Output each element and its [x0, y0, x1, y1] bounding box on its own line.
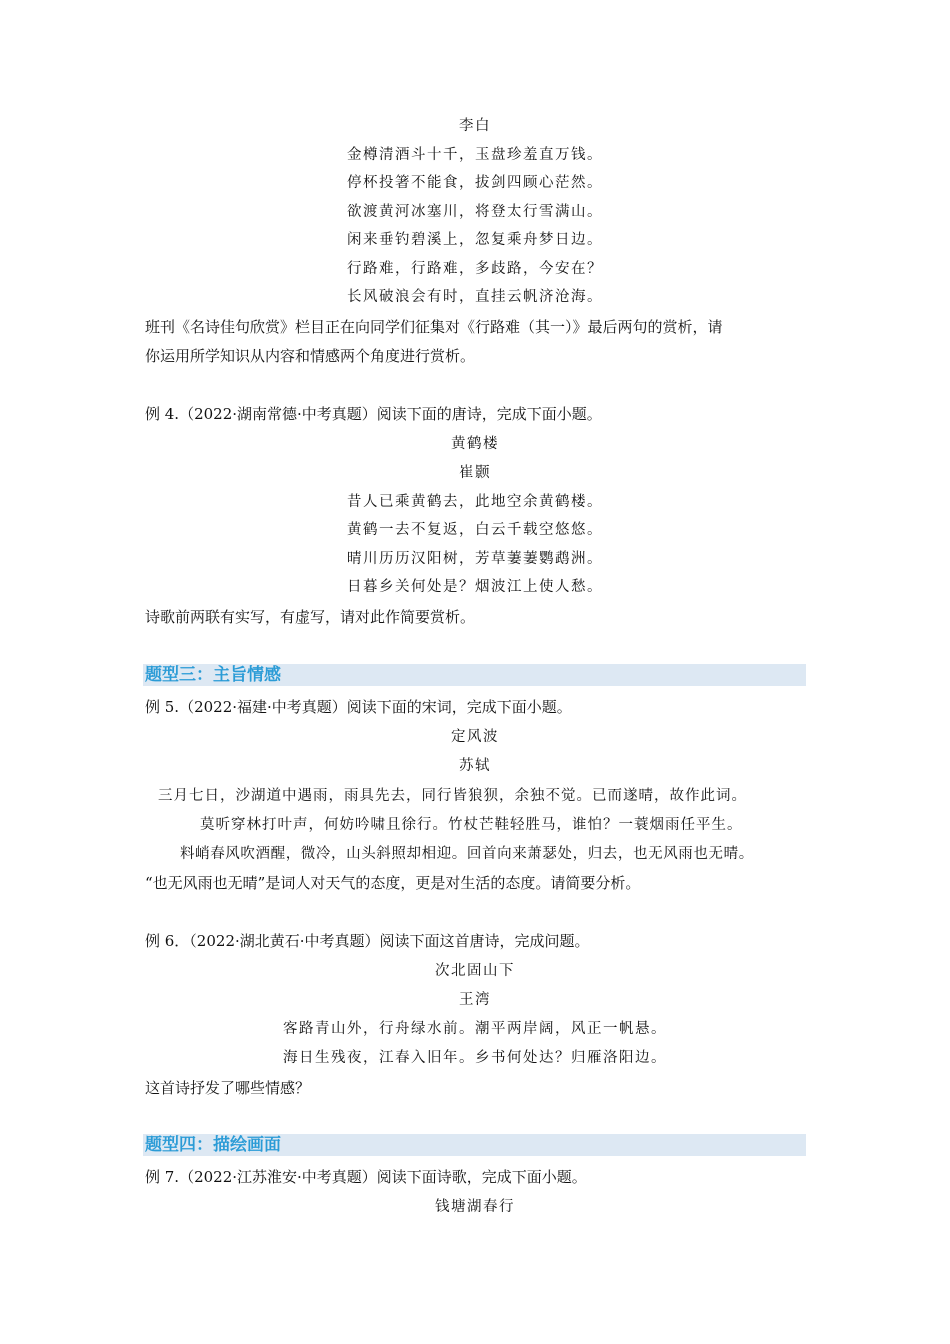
ex4-question: 诗歌前两联有实写，有虚写，请对此作简要赏析。	[145, 608, 476, 626]
ex5-line: 莫听穿林打叶声，何妨吟啸且徐行。竹杖芒鞋轻胜马，谁怕？一蓑烟雨任平生。	[200, 817, 743, 833]
ex6-author: 王湾	[459, 992, 491, 1008]
ex6-line: 客路青山外，行舟绿水前。潮平两岸阔，风正一帆悬。	[283, 1021, 667, 1037]
ex4-line: 晴川历历汉阳树，芳草萋萋鹦鹉洲。	[347, 551, 603, 567]
section-heading: 题型三：主旨情感	[143, 664, 806, 686]
ex6-question: 这首诗抒发了哪些情感？	[145, 1079, 311, 1097]
ex7-title: 钱塘湖春行	[435, 1199, 515, 1215]
poem1-question-line: 班刊《名诗佳句欣赏》栏目正在向同学们征集对《行路难（其一）》最后两句的赏析，请	[145, 318, 723, 336]
poem1-line: 欲渡黄河冰塞川，将登太行雪满山。	[347, 204, 603, 220]
ex5-intro: 例 5.（2022·福建·中考真题）阅读下面的宋词，完成下面小题。	[145, 698, 572, 716]
section-heading: 题型四：描绘画面	[143, 1134, 806, 1156]
ex4-intro: 例 4.（2022·湖南常德·中考真题）阅读下面的唐诗，完成下面小题。	[145, 405, 602, 423]
ex4-line: 日暮乡关何处是？烟波江上使人愁。	[347, 579, 603, 595]
ex4-author: 崔颢	[459, 465, 491, 481]
ex5-question: “也无风雨也无晴”是词人对天气的态度，更是对生活的态度。请简要分析。	[145, 874, 641, 892]
poem1-line: 停杯投箸不能食，拔剑四顾心茫然。	[347, 175, 603, 191]
ex6-line: 海日生残夜，江春入旧年。乡书何处达？归雁洛阳边。	[283, 1050, 667, 1066]
ex4-line: 昔人已乘黄鹤去，此地空余黄鹤楼。	[347, 494, 603, 510]
poem1-line: 金樽清酒斗十千，玉盘珍羞直万钱。	[347, 147, 603, 163]
poem1-author: 李白	[459, 118, 491, 134]
ex4-title: 黄鹤楼	[451, 436, 499, 452]
ex6-title: 次北固山下	[435, 963, 515, 979]
poem1-line: 长风破浪会有时，直挂云帆济沧海。	[347, 289, 603, 305]
ex5-title: 定风波	[451, 729, 499, 745]
ex5-preface: 三月七日，沙湖道中遇雨，雨具先去，同行皆狼狈，余独不觉。已而遂晴，故作此词。	[158, 788, 747, 804]
poem1-line: 行路难，行路难，多歧路，今安在？	[347, 261, 603, 277]
poem1-line: 闲来垂钓碧溪上，忽复乘舟梦日边。	[347, 232, 603, 248]
ex4-line: 黄鹤一去不复返，白云千载空悠悠。	[347, 522, 603, 538]
ex6-intro: 例 6．（2022·湖北黄石·中考真题）阅读下面这首唐诗，完成问题。	[145, 932, 590, 950]
poem1-question-line: 你运用所学知识从内容和情感两个角度进行赏析。	[145, 347, 476, 365]
ex5-line: 料峭春风吹酒醒，微冷，山头斜照却相迎。回首向来萧瑟处，归去，也无风雨也无晴。	[180, 846, 754, 862]
ex7-intro: 例 7.（2022·江苏淮安·中考真题）阅读下面诗歌，完成下面小题。	[145, 1168, 587, 1186]
ex5-author: 苏轼	[459, 758, 491, 774]
